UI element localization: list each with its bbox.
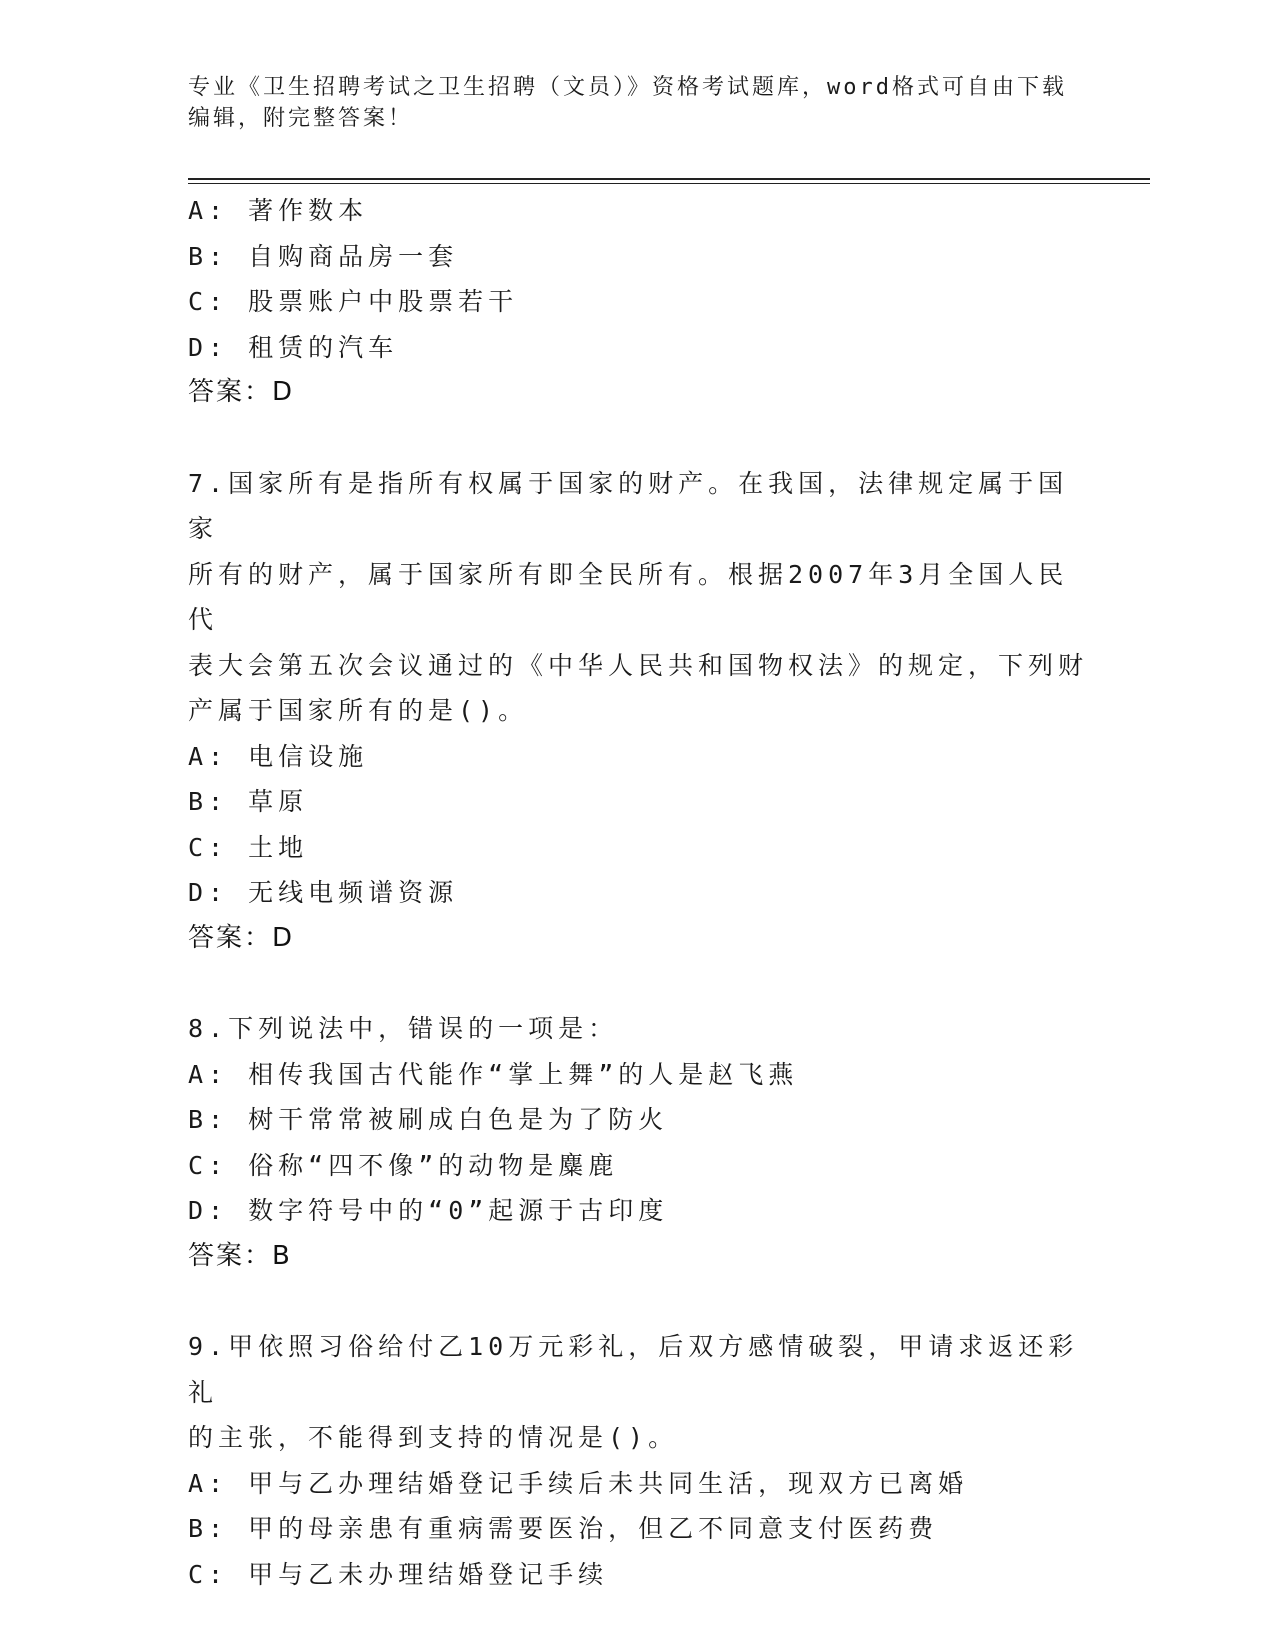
question-list [188,188,1088,1597]
option-c: C: 甲与乙未办理结婚登记手续 [188,1559,609,1589]
option-c: C: 土地 [188,832,309,862]
header-line-2: 编辑，附完整答案！ [188,106,414,131]
spacer [188,1279,1088,1324]
question-6 [188,188,1088,416]
question-7 [188,461,1088,962]
question-8 [188,1006,1088,1279]
option-a: A: 著作数本 [188,196,369,225]
spacer [188,961,1088,1006]
question-text-line: 7.国家所有是指所有权属于国家的财产。在我国，法律规定属于国家 [188,468,1069,543]
option-a: A: 相传我国古代能作“掌上舞”的人是赵飞燕 [188,1059,799,1089]
option-b: B: 树干常常被刷成白色是为了防火 [188,1105,669,1134]
option-c: C: 股票账户中股票若干 [188,287,519,316]
header-rule-thick [188,178,1150,180]
option-d: D: 租赁的汽车 [188,332,399,362]
document-header [188,72,1088,134]
question-text-line: 9.甲依照习俗给付乙10万元彩礼，后双方感情破裂，甲请求返还彩礼 [188,1332,1079,1407]
option-b: B: 自购商品房一套 [188,241,459,271]
question-text-line: 8.下列说法中，错误的一项是： [188,1014,619,1043]
header-rule-thin [188,183,1150,184]
option-a: A: 电信设施 [188,741,369,771]
spacer [188,416,1088,461]
option-d: D: 无线电频谱资源 [188,878,459,907]
question-text-line: 所有的财产，属于国家所有即全民所有。根据2007年3月全国人民代 [188,559,1069,634]
option-d: D: 数字符号中的“0”起源于古印度 [188,1196,669,1225]
question-text-line: 的主张，不能得到支持的情况是()。 [188,1423,679,1452]
answer: 答案：D [188,377,295,407]
question-text-line: 产属于国家所有的是()。 [188,696,529,725]
answer: 答案：B [188,1240,292,1271]
option-b: B: 甲的母亲患有重病需要医治，但乙不同意支付医药费 [188,1514,939,1543]
question-text-line: 表大会第五次会议通过的《中华人民共和国物权法》的规定，下列财 [188,650,1089,680]
option-b: B: 草原 [188,787,309,816]
option-a: A: 甲与乙办理结婚登记手续后未共同生活，现双方已离婚 [188,1468,969,1498]
question-9 [188,1324,1088,1597]
answer: 答案：D [188,922,295,953]
option-c: C: 俗称“四不像”的动物是麋鹿 [188,1150,619,1180]
header-line-1: 专业《卫生招聘考试之卫生招聘（文员）》资格考试题库，word格式可自由下载 [188,75,1067,100]
